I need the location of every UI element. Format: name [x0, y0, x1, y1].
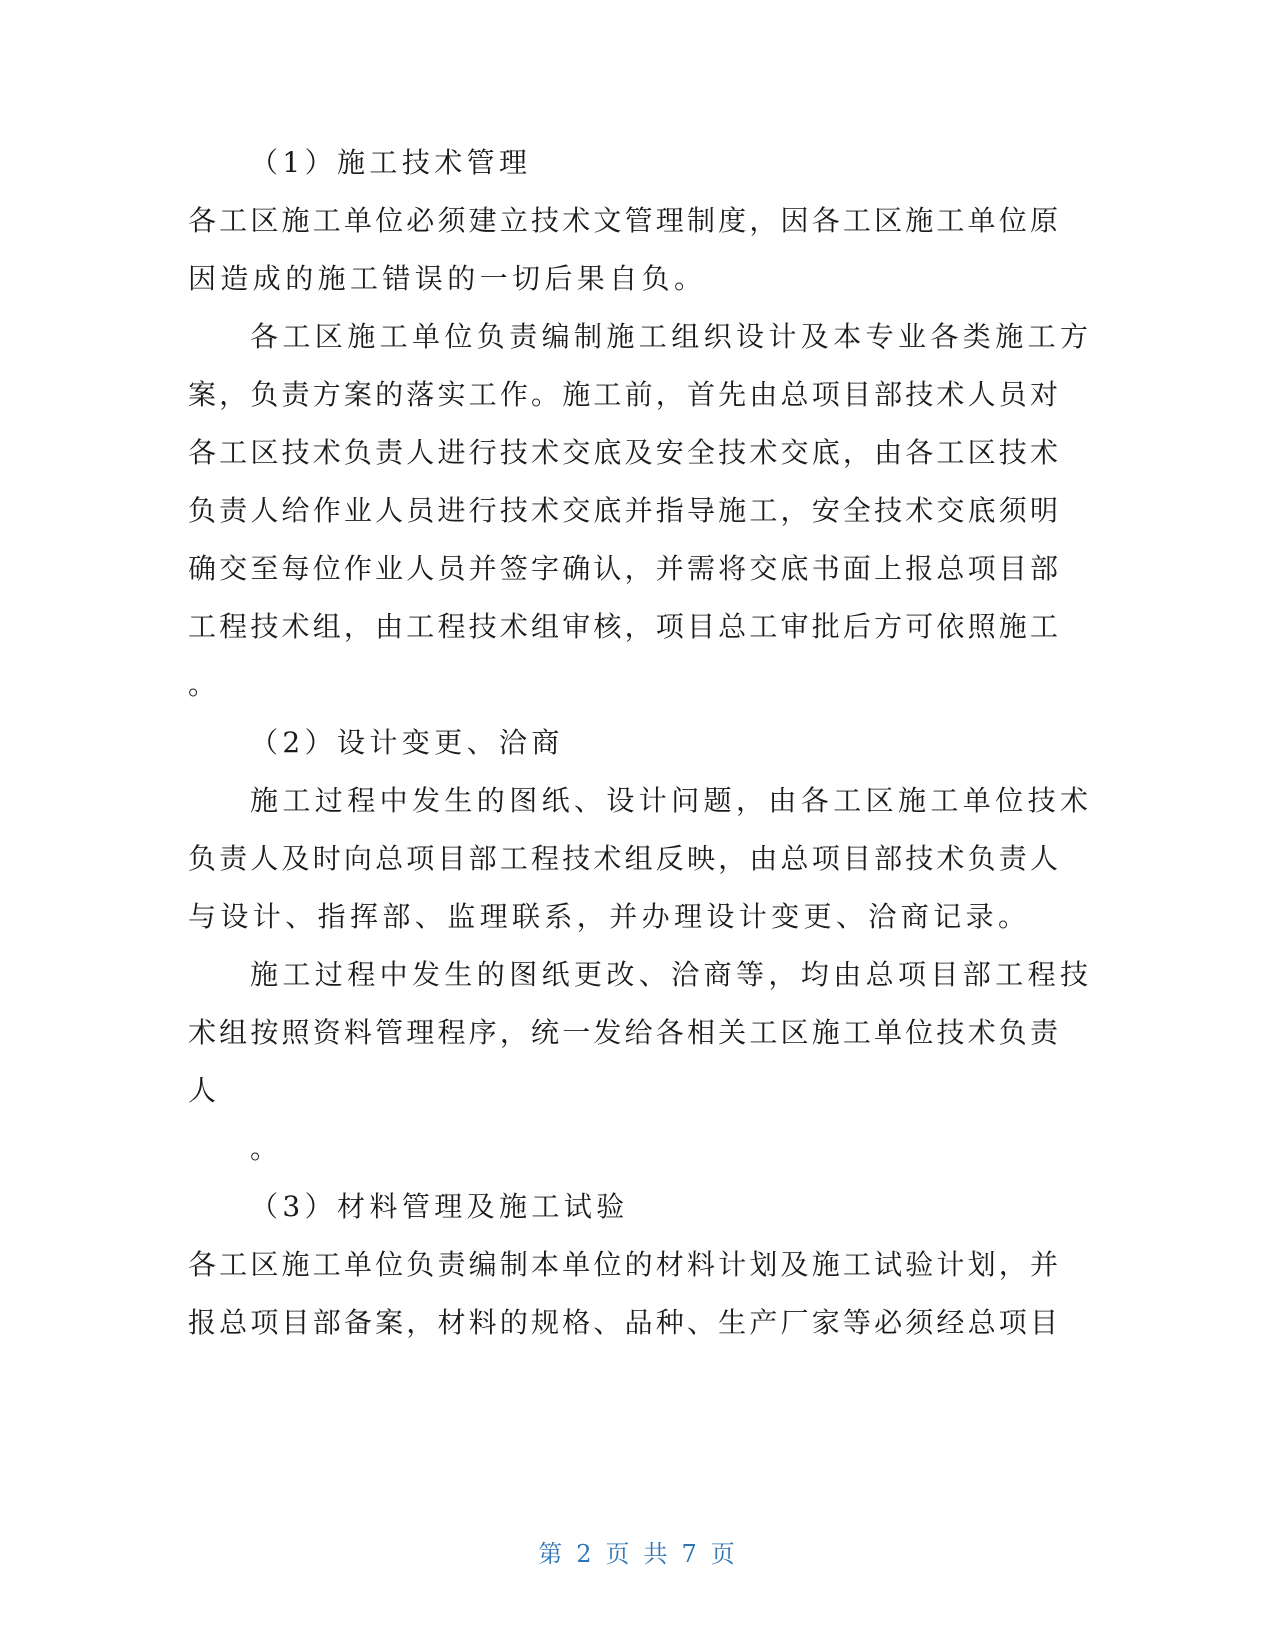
paragraph-line: 各工区施工单位必须建立技术文管理制度，因各工区施工单位原 — [188, 204, 1058, 237]
paragraph-line: 工程技术组，由工程技术组审核，项目总工审批后方可依照施工 — [188, 610, 1058, 643]
paragraph-line: 各工区施工单位负责编制本单位的材料计划及施工试验计划，并 — [188, 1248, 1058, 1281]
paragraph-line: 负责人给作业人员进行技术交底并指导施工，安全技术交底须明 — [188, 494, 1058, 527]
paragraph-line: 报总项目部备案，材料的规格、品种、生产厂家等必须经总项目 — [188, 1306, 1058, 1339]
paragraph-line: 与设计、指挥部、监理联系，并办理设计变更、洽商记录。 — [188, 900, 1031, 933]
paragraph-line: 施工过程中发生的图纸、设计问题，由各工区施工单位技术 — [250, 784, 1093, 817]
paragraph-line: 。 — [188, 668, 221, 701]
footer-label-page: 第 — [538, 1540, 565, 1568]
paragraph-line: 人 — [188, 1074, 221, 1107]
footer-label-unit: 页 — [605, 1540, 632, 1568]
paragraph-line: 各工区施工单位负责编制施工组织设计及本专业各类施工方 — [250, 320, 1093, 353]
paragraph-line: 各工区技术负责人进行技术交底及安全技术交底，由各工区技术 — [188, 436, 1058, 469]
footer-label-total: 共 — [643, 1540, 670, 1568]
paragraph-line: 。 — [250, 1132, 283, 1165]
section-heading-3: （3）材料管理及施工试验 — [250, 1190, 629, 1223]
total-pages-number: 7 — [681, 1540, 699, 1568]
paragraph-line: 术组按照资料管理程序，统一发给各相关工区施工单位技术负责 — [188, 1016, 1058, 1049]
paragraph-line: 确交至每位作业人员并签字确认，并需将交底书面上报总项目部 — [188, 552, 1058, 585]
section-heading-1: （1）施工技术管理 — [250, 146, 532, 179]
paragraph-line: 因造成的施工错误的一切后果自负。 — [188, 262, 707, 295]
section-heading-2: （2）设计变更、洽商 — [250, 726, 564, 759]
paragraph-line: 案，负责方案的落实工作。施工前，首先由总项目部技术人员对 — [188, 378, 1058, 411]
paragraph-line: 施工过程中发生的图纸更改、洽商等，均由总项目部工程技 — [250, 958, 1093, 991]
footer-label-unit-2: 页 — [710, 1540, 737, 1568]
page-footer — [0, 1538, 1275, 1570]
current-page-number: 2 — [576, 1540, 594, 1568]
paragraph-line: 负责人及时向总项目部工程技术组反映，由总项目部技术负责人 — [188, 842, 1058, 875]
